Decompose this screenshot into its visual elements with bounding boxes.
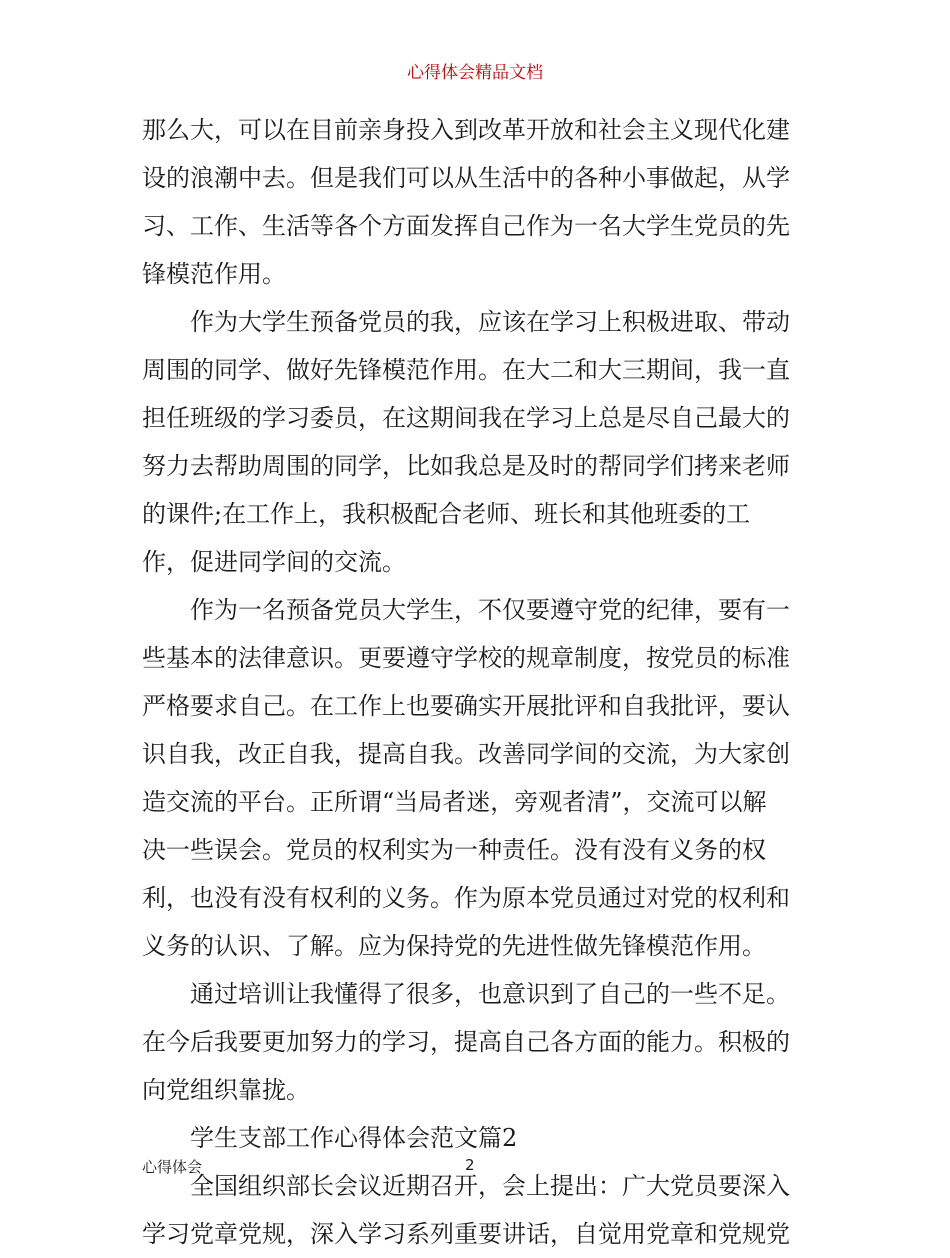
body-line: 学习党章党规，深入学习系列重要讲话，自觉用党章和党规党: [142, 1220, 790, 1248]
body-line: 作，促进同学间的交流。: [142, 548, 406, 576]
body-line: 锋模范作用。: [142, 260, 286, 288]
body-line: 严格要求自己。在工作上也要确实开展批评和自我批评，要认: [142, 692, 790, 720]
body-line: 担任班级的学习委员，在这期间我在学习上总是尽自己最大的: [142, 404, 790, 432]
body-line: 造交流的平台。正所谓“当局者迷，旁观者清”，交流可以解: [142, 788, 767, 816]
body-line: 设的浪潮中去。但是我们可以从生活中的各种小事做起，从学: [142, 164, 790, 192]
body-line: 利，也没有没有权利的义务。作为原本党员通过对党的权利和: [142, 884, 790, 912]
body-line: 习、工作、生活等各个方面发挥自己作为一名大学生党员的先: [142, 212, 790, 240]
body-line: 那么大，可以在目前亲身投入到改革开放和社会主义现代化建: [142, 116, 790, 144]
body-line: 作为一名预备党员大学生，不仅要遵守党的纪律，要有一: [190, 596, 790, 624]
body-line: 义务的认识、了解。应为保持党的先进性做先锋模范作用。: [142, 932, 766, 960]
body-line: 周围的同学、做好先锋模范作用。在大二和大三期间，我一直: [142, 356, 790, 384]
document-header-title: 心得体会精品文档: [407, 63, 543, 83]
footer-label: 心得体会: [142, 1158, 203, 1176]
body-line: 通过培训让我懂得了很多，也意识到了自己的一些不足。: [190, 980, 790, 1008]
body-line: 向党组织靠拢。: [142, 1076, 310, 1104]
body-line: 决一些误会。党员的权利实为一种责任。没有没有义务的权: [142, 836, 766, 864]
body-line: 在今后我要更加努力的学习，提高自己各方面的能力。积极的: [142, 1028, 790, 1056]
body-line: 些基本的法律意识。更要遵守学校的规章制度，按党员的标准: [142, 644, 790, 672]
body-line: 识自我，改正自我，提高自我。改善同学间的交流，为大家创: [142, 740, 790, 768]
page-number: 2: [465, 1156, 475, 1174]
body-line: 的课件;在工作上，我积极配合老师、班长和其他班委的工: [142, 500, 751, 528]
body-line: 作为大学生预备党员的我，应该在学习上积极进取、带动: [190, 308, 790, 336]
body-line: 全国组织部长会议近期召开，会上提出：广大党员要深入: [190, 1172, 790, 1200]
body-line: 努力去帮助周围的同学，比如我总是及时的帮同学们拷来老师: [142, 452, 790, 480]
section-heading: 学生支部工作心得体会范文篇2: [190, 1124, 518, 1152]
document-body: [142, 106, 810, 1258]
